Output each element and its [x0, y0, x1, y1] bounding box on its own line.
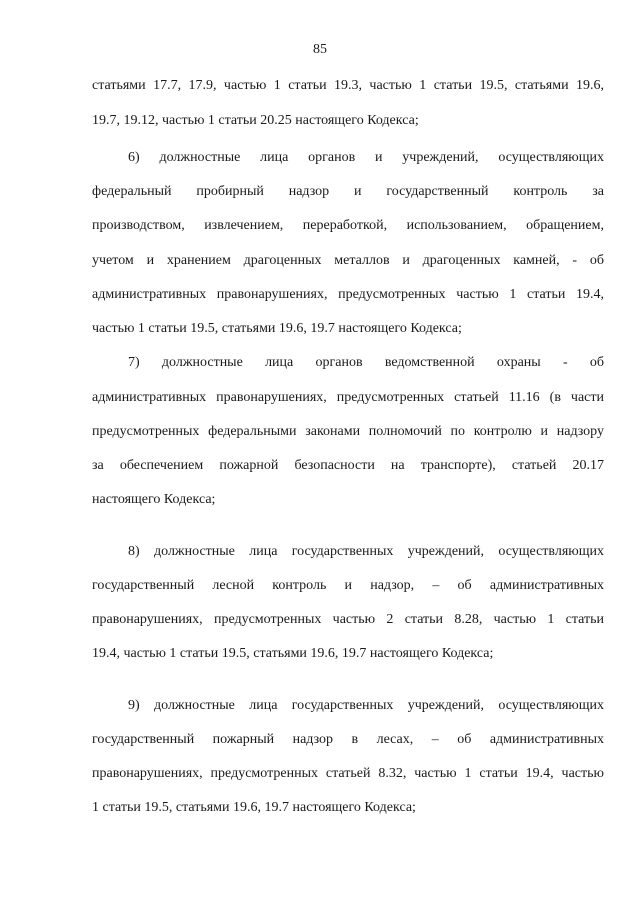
page-number: 85: [313, 42, 327, 57]
text-line: федеральный пробирный надзор и государственный контроль за: [92, 184, 604, 199]
text-line: государственный пожарный надзор в лесах, – об административных: [92, 732, 604, 747]
text-line: административных правонарушениях, предусмотренных статьей 11.16 (в части: [92, 390, 604, 405]
text-line: правонарушениях, предусмотренных частью 2 статьи 8.28, частью 1 статьи: [92, 612, 604, 627]
text-line: правонарушениях, предусмотренных статьей 8.32, частью 1 статьи 19.4, частью: [92, 766, 604, 781]
text-line: предусмотренных федеральными законами полномочий по контролю и надзору: [92, 424, 604, 439]
text-line: 6) должностные лица органов и учреждений, осуществляющих: [128, 150, 604, 165]
text-line: за обеспечением пожарной безопасности на транспорте), статьей 20.17: [92, 458, 604, 473]
text-line: 1 статьи 19.5, статьями 19.6, 19.7 настоящего Кодекса;: [92, 800, 416, 815]
text-line: производством, извлечением, переработкой, использованием, обращением,: [92, 218, 604, 233]
text-line: 19.7, 19.12, частью 1 статьи 20.25 настоящего Кодекса;: [92, 113, 419, 128]
text-line: административных правонарушениях, предусмотренных частью 1 статьи 19.4,: [92, 287, 604, 302]
text-line: учетом и хранением драгоценных металлов и драгоценных камней, - об: [92, 253, 604, 268]
text-line: 19.4, частью 1 статьи 19.5, статьями 19.6, 19.7 настоящего Кодекса;: [92, 646, 494, 661]
text-line: государственный лесной контроль и надзор, – об административных: [92, 578, 604, 593]
text-line: 9) должностные лица государственных учреждений, осуществляющих: [128, 698, 604, 713]
text-line: 8) должностные лица государственных учреждений, осуществляющих: [128, 544, 604, 559]
text-line: частью 1 статьи 19.5, статьями 19.6, 19.7 настоящего Кодекса;: [92, 321, 462, 336]
text-line: статьями 17.7, 17.9, частью 1 статьи 19.3, частью 1 статьи 19.5, статьями 19.6,: [92, 78, 604, 93]
text-line: настоящего Кодекса;: [92, 492, 216, 507]
text-line: 7) должностные лица органов ведомственной охраны - об: [128, 355, 604, 370]
